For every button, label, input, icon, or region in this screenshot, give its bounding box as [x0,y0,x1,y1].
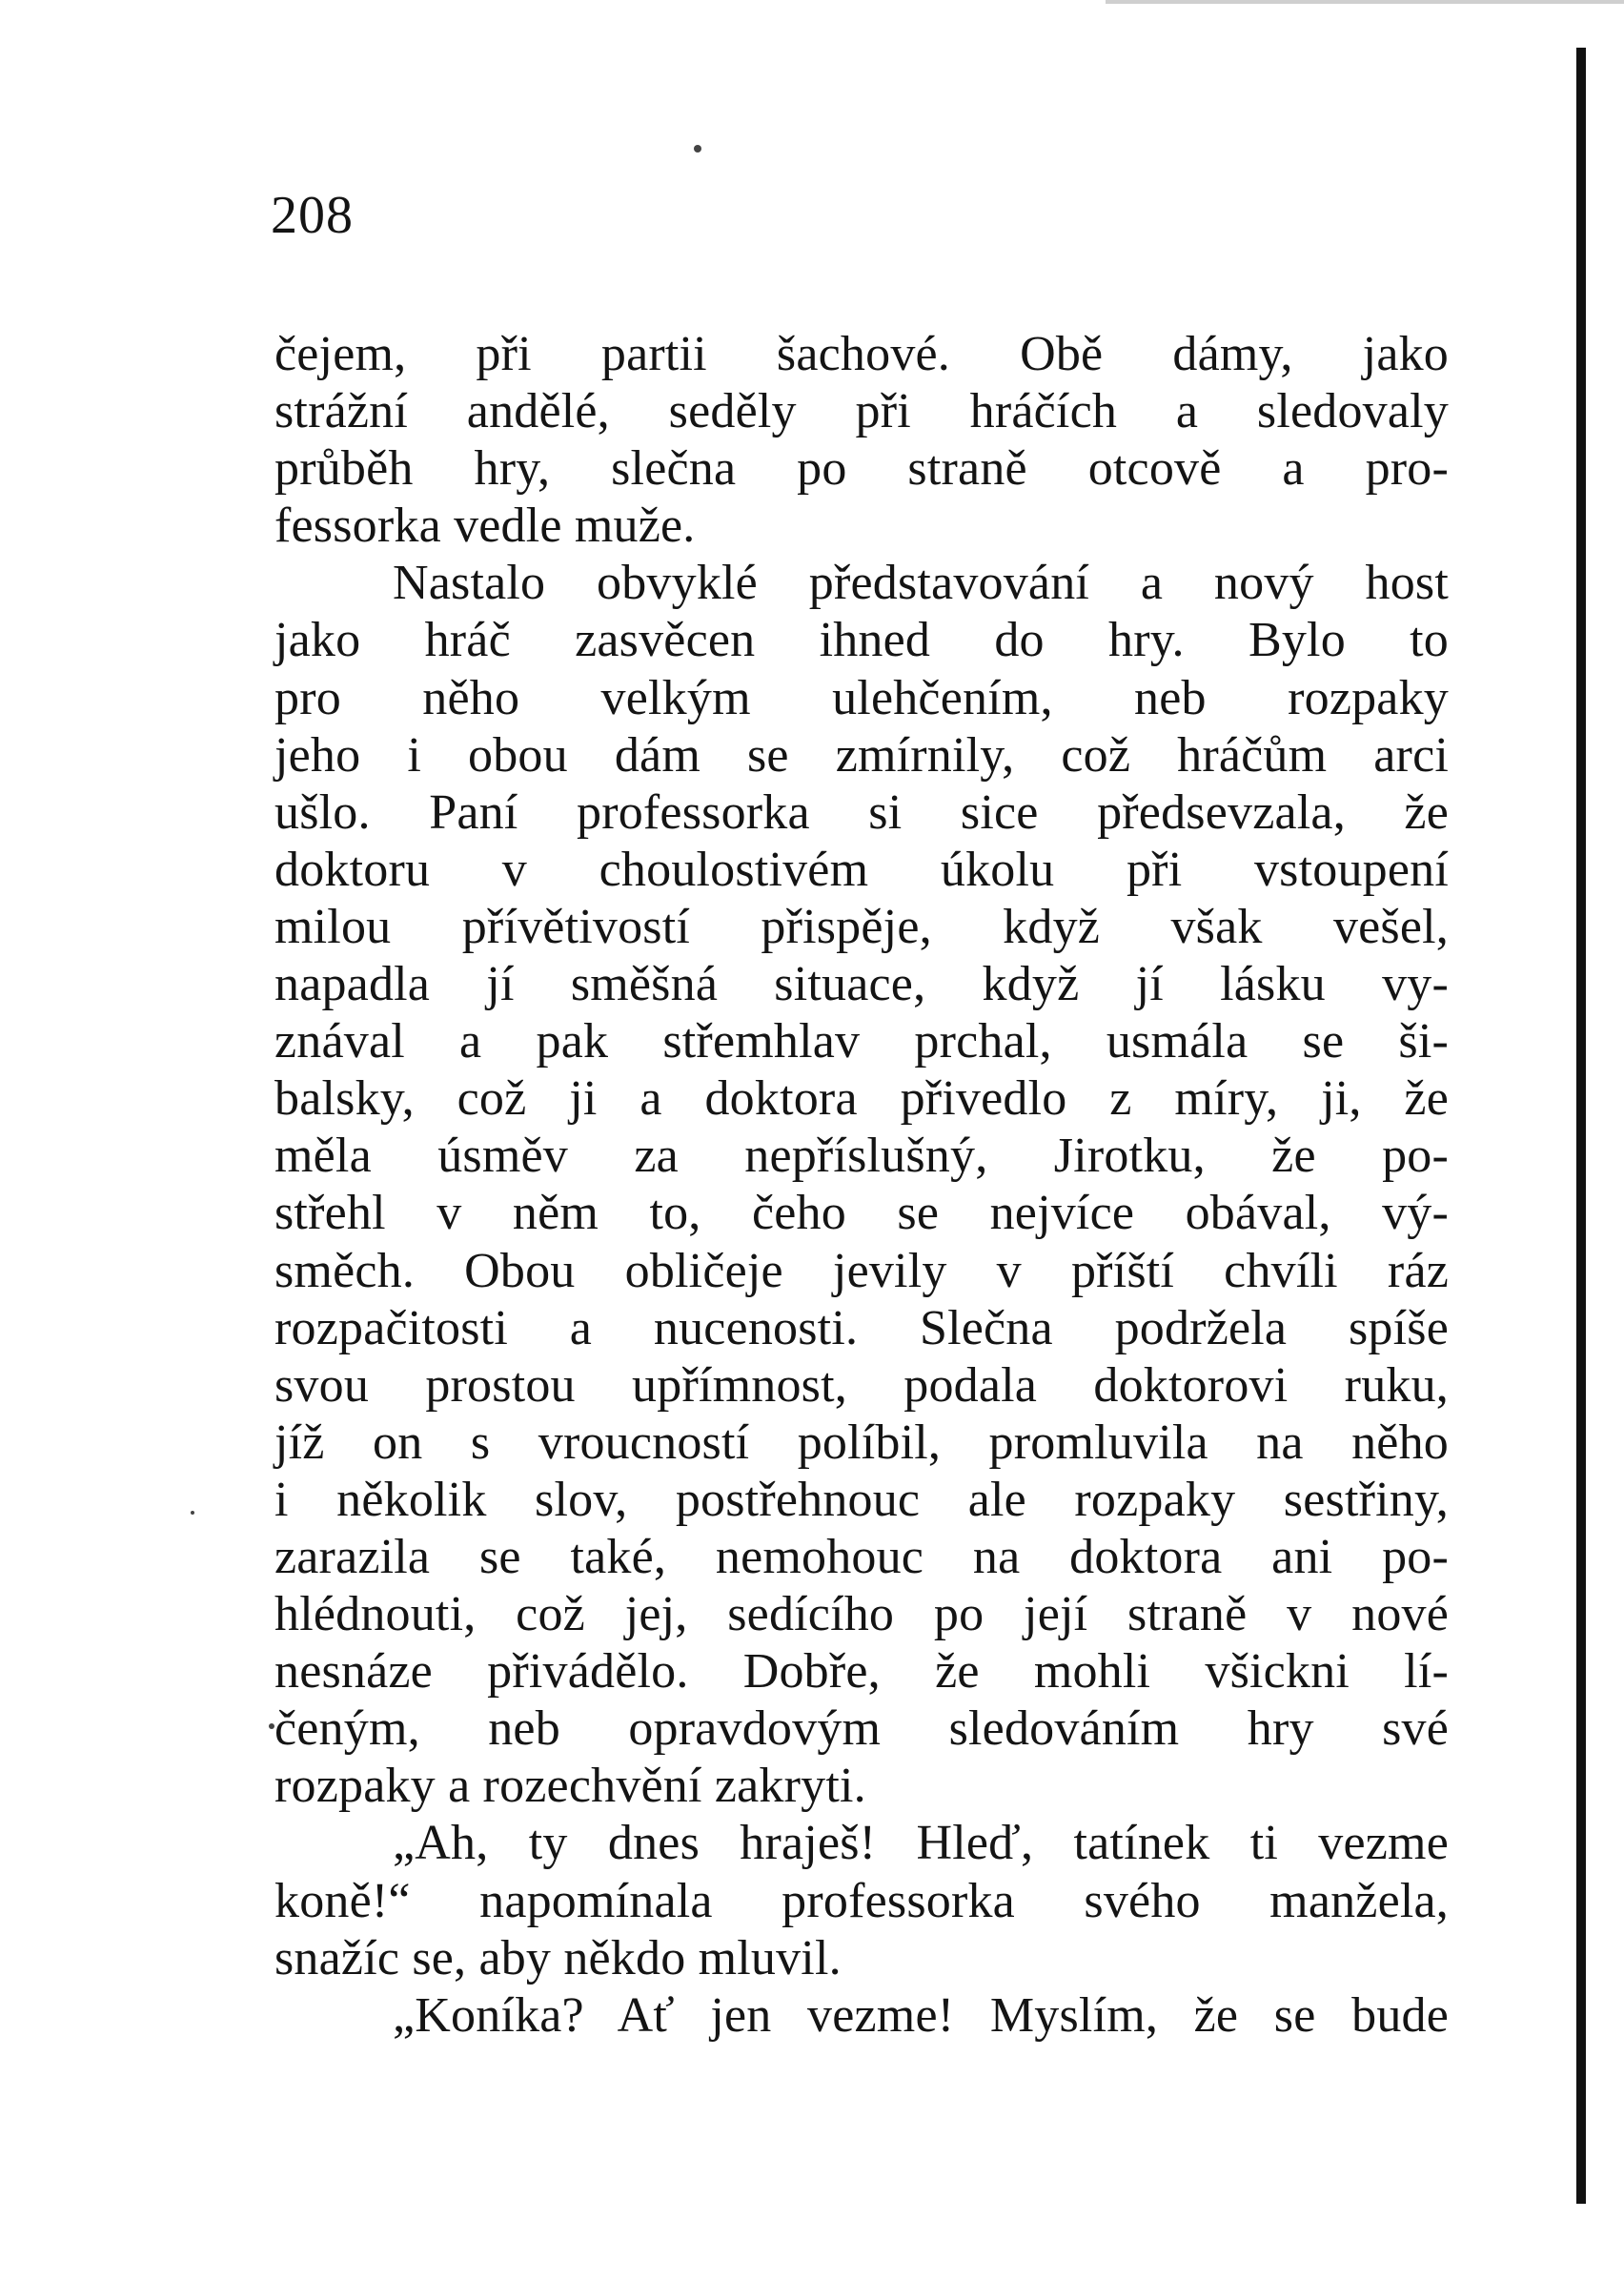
text-line: čejem, při partii šachové. Obě dámy, jako [274,327,1449,381]
scan-speck [191,1511,194,1515]
text-line: doktoru v choulostivém úkolu při vstoupení [274,842,1449,897]
text-line: pro něho velkým ulehčením, neb rozpaky [274,670,1449,725]
text-line: milou přívětivostí přispěje, když však vešel, [274,899,1449,954]
text-line: koně!“ napomínala professorka svého manžela, [274,1873,1449,1928]
text-line: balsky, což ji a doktora přivedlo z míry, ji, že [274,1071,1449,1127]
text-line: fessorka vedle muže. [274,499,696,554]
scan-edge-right [1576,48,1586,2204]
text-line: zarazila se také, nemohouc na doktora ani po- [274,1529,1449,1584]
text-line: střehl v něm to, čeho se nejvíce obával, vý- [274,1186,1449,1241]
text-line: měla úsměv za nepříslušný, Jirotku, že po- [274,1129,1449,1184]
text-line: ušlo. Paní professorka si sice předsevzala, že [274,784,1449,840]
scan-edge-top [1106,0,1624,4]
text-line: nesnáze přivádělo. Dobře, že mohli všickni lí- [274,1644,1449,1700]
scan-speck [694,145,701,153]
text-line: Nastalo obvyklé představování a nový host [393,556,1449,611]
text-line: napadla jí směšná situace, když jí lásku vy- [274,957,1449,1012]
text-line: rozpačitosti a nucenosti. Slečna podržela spíše [274,1300,1449,1355]
text-line: čeným, neb opravdovým sledováním hry své [274,1701,1449,1757]
page-number: 208 [271,186,354,245]
text-line: strážní andělé, seděly při hráčích a sledovaly [274,384,1449,439]
scan-speck [269,1723,274,1729]
text-line: rozpaky a rozechvění zakryti. [274,1759,866,1814]
text-line: i několik slov, postřehnouc ale rozpaky sestřiny, [274,1472,1449,1527]
text-line: průběh hry, slečna po straně otcově a pro- [274,441,1449,497]
text-line: snažíc se, aby někdo mluvil. [274,1930,842,1985]
text-line: jeho i obou dám se zmírnily, což hráčům arci [274,727,1449,783]
text-line: hlédnouti, což jej, sedícího po její straně v nové [274,1587,1449,1642]
text-line: směch. Obou obličeje jevily v příští chvíli ráz [274,1243,1449,1298]
text-line: jíž on s vroucností políbil, promluvila na něho [274,1415,1449,1470]
text-line: jako hráč zasvěcen ihned do hry. Bylo to [274,613,1449,668]
text-line: „Ah, ty dnes hraješ! Hleď, tatínek ti vezme [393,1816,1449,1871]
body-text [274,326,1449,2045]
text-line: „Koníka? Ať jen vezme! Myslím, že se bude [393,1987,1449,2043]
text-line: svou prostou upřímnost, podala doktorovi ruku, [274,1357,1449,1413]
text-line: znával a pak střemhlav prchal, usmála se ši- [274,1014,1449,1069]
